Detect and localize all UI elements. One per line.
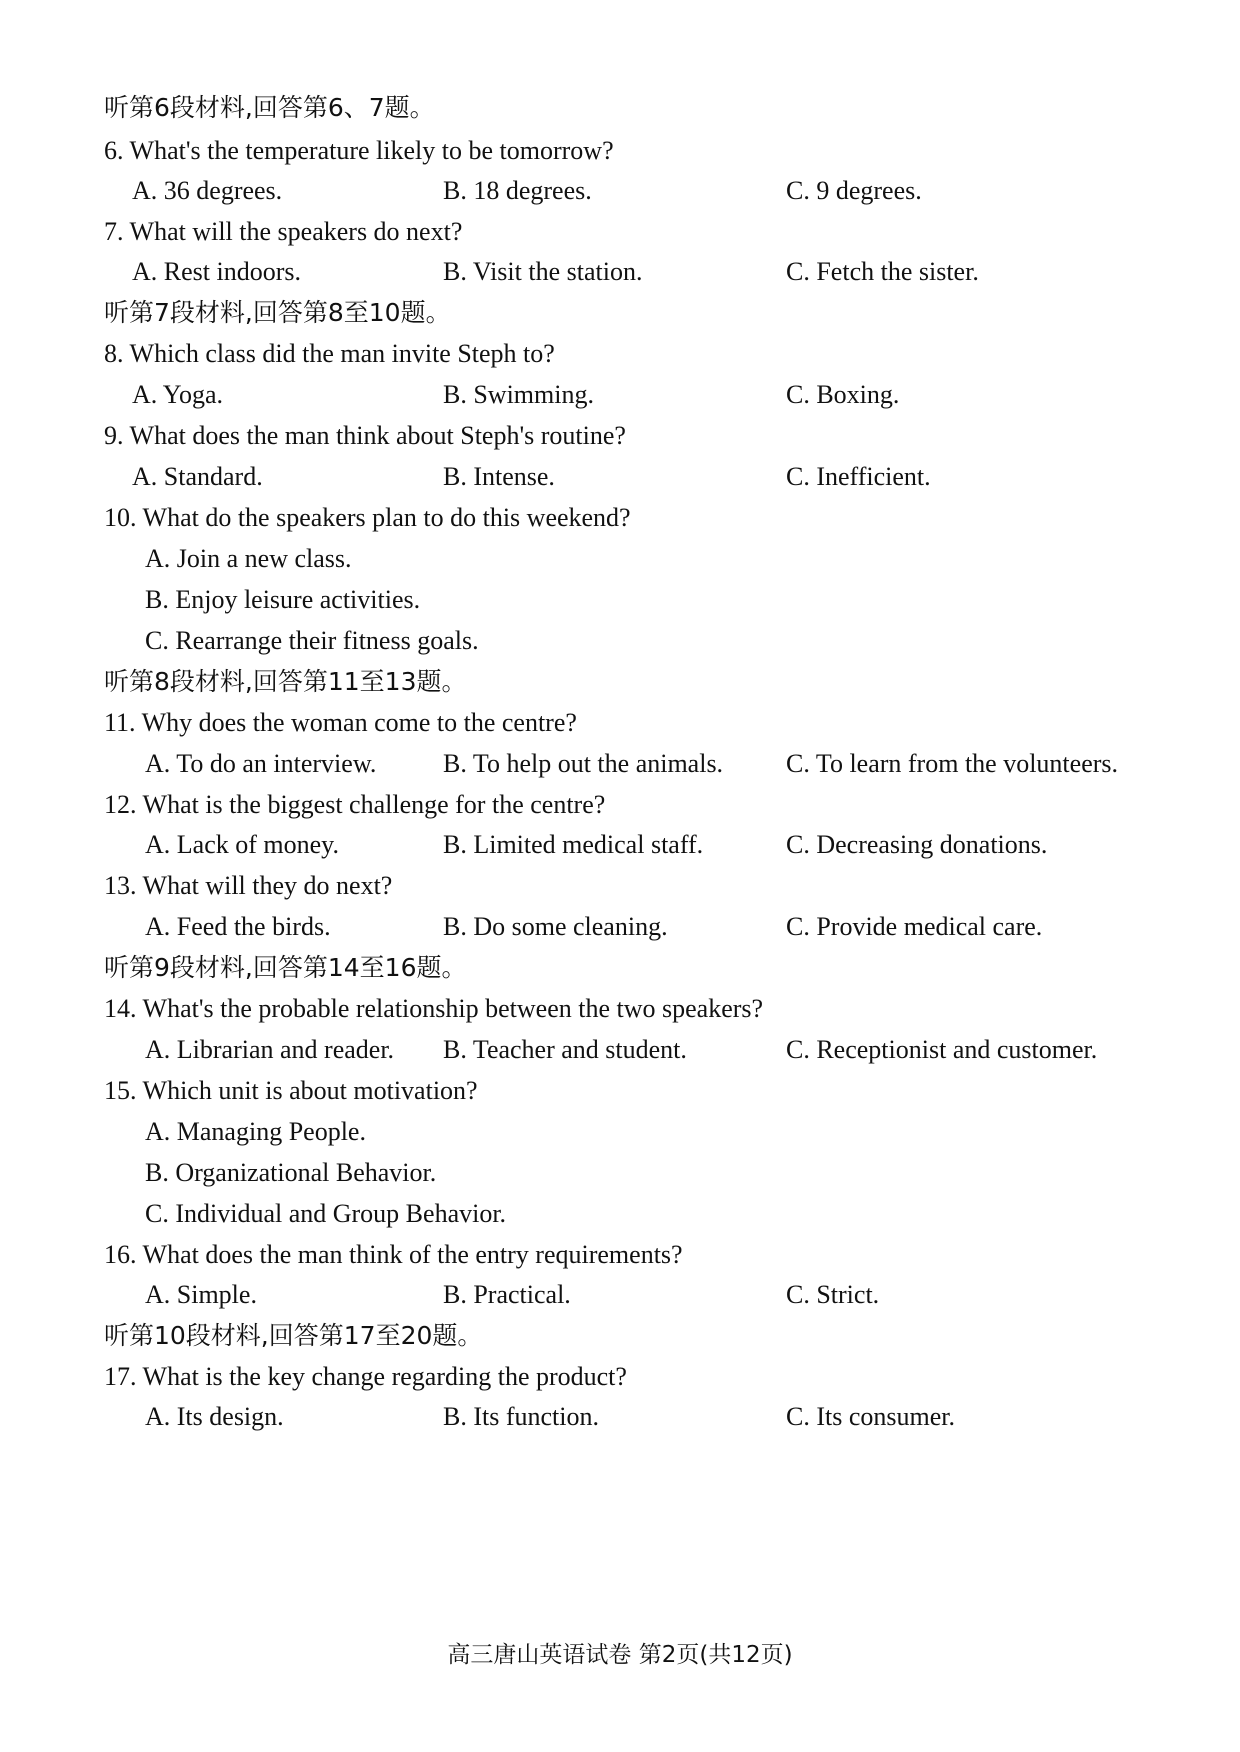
option-b: B. Limited medical staff.: [443, 830, 704, 859]
option-c: C. To learn from the volunteers.: [786, 749, 1119, 778]
option-c: C. Its consumer.: [786, 1402, 955, 1431]
section-heading: 听第9段材料,回答第14至16题。: [104, 953, 467, 982]
question-stem: 11. Why does the woman come to the centre?: [104, 708, 577, 737]
option-c: C. Strict.: [786, 1280, 880, 1309]
option-a: A. Rest indoors.: [132, 257, 301, 286]
question-stem: 12. What is the biggest challenge for the centre?: [104, 790, 606, 819]
section-heading: 听第6段材料,回答第6、7题。: [104, 93, 435, 122]
option-a: A. Join a new class.: [145, 544, 352, 573]
option-a: A. Feed the birds.: [145, 912, 331, 941]
option-c: C. Fetch the sister.: [786, 257, 979, 286]
option-c: C. Provide medical care.: [786, 912, 1043, 941]
section-heading: 听第8段材料,回答第11至13题。: [104, 667, 467, 696]
option-c: C. Rearrange their fitness goals.: [145, 626, 479, 655]
option-a: A. Librarian and reader.: [145, 1035, 395, 1064]
option-a: A. Lack of money.: [145, 830, 339, 859]
option-c: C. Inefficient.: [786, 462, 931, 491]
option-b: B. Its function.: [443, 1402, 599, 1431]
option-c: C. 9 degrees.: [786, 176, 922, 205]
question-stem: 15. Which unit is about motivation?: [104, 1076, 478, 1105]
question-stem: 6. What's the temperature likely to be tomorrow?: [104, 136, 614, 165]
option-a: A. Its design.: [145, 1402, 284, 1431]
option-b: B. Practical.: [443, 1280, 571, 1309]
option-b: B. Intense.: [443, 462, 555, 491]
question-stem: 10. What do the speakers plan to do this weekend?: [104, 503, 631, 532]
option-b: B. Swimming.: [443, 380, 594, 409]
option-a: A. Standard.: [132, 462, 263, 491]
question-stem: 14. What's the probable relationship between the two speakers?: [104, 994, 764, 1023]
section-heading: 听第10段材料,回答第17至20题。: [104, 1321, 483, 1350]
question-stem: 8. Which class did the man invite Steph to?: [104, 339, 555, 368]
option-c: C. Individual and Group Behavior.: [145, 1199, 507, 1228]
option-a: A. Managing People.: [145, 1117, 366, 1146]
option-a: A. Simple.: [145, 1280, 257, 1309]
option-a: A. Yoga.: [132, 380, 224, 409]
option-b: B. Enjoy leisure activities.: [145, 585, 421, 614]
question-stem: 17. What is the key change regarding the product?: [104, 1362, 627, 1391]
option-b: B. Teacher and student.: [443, 1035, 687, 1064]
question-stem: 7. What will the speakers do next?: [104, 217, 463, 246]
section-heading: 听第7段材料,回答第8至10题。: [104, 298, 451, 327]
option-b: B. Do some cleaning.: [443, 912, 668, 941]
option-a: A. 36 degrees.: [132, 176, 283, 205]
question-stem: 16. What does the man think of the entry requirements?: [104, 1240, 683, 1269]
question-stem: 9. What does the man think about Steph's routine?: [104, 421, 626, 450]
page-footer: 高三唐山英语试卷 第2页(共12页): [447, 1642, 793, 1668]
option-c: C. Boxing.: [786, 380, 900, 409]
option-c: C. Decreasing donations.: [786, 830, 1048, 859]
option-b: B. To help out the animals.: [443, 749, 724, 778]
option-a: A. To do an interview.: [145, 749, 377, 778]
option-b: B. Visit the station.: [443, 257, 643, 286]
option-b: B. Organizational Behavior.: [145, 1158, 437, 1187]
question-stem: 13. What will they do next?: [104, 871, 393, 900]
option-b: B. 18 degrees.: [443, 176, 592, 205]
option-c: C. Receptionist and customer.: [786, 1035, 1098, 1064]
